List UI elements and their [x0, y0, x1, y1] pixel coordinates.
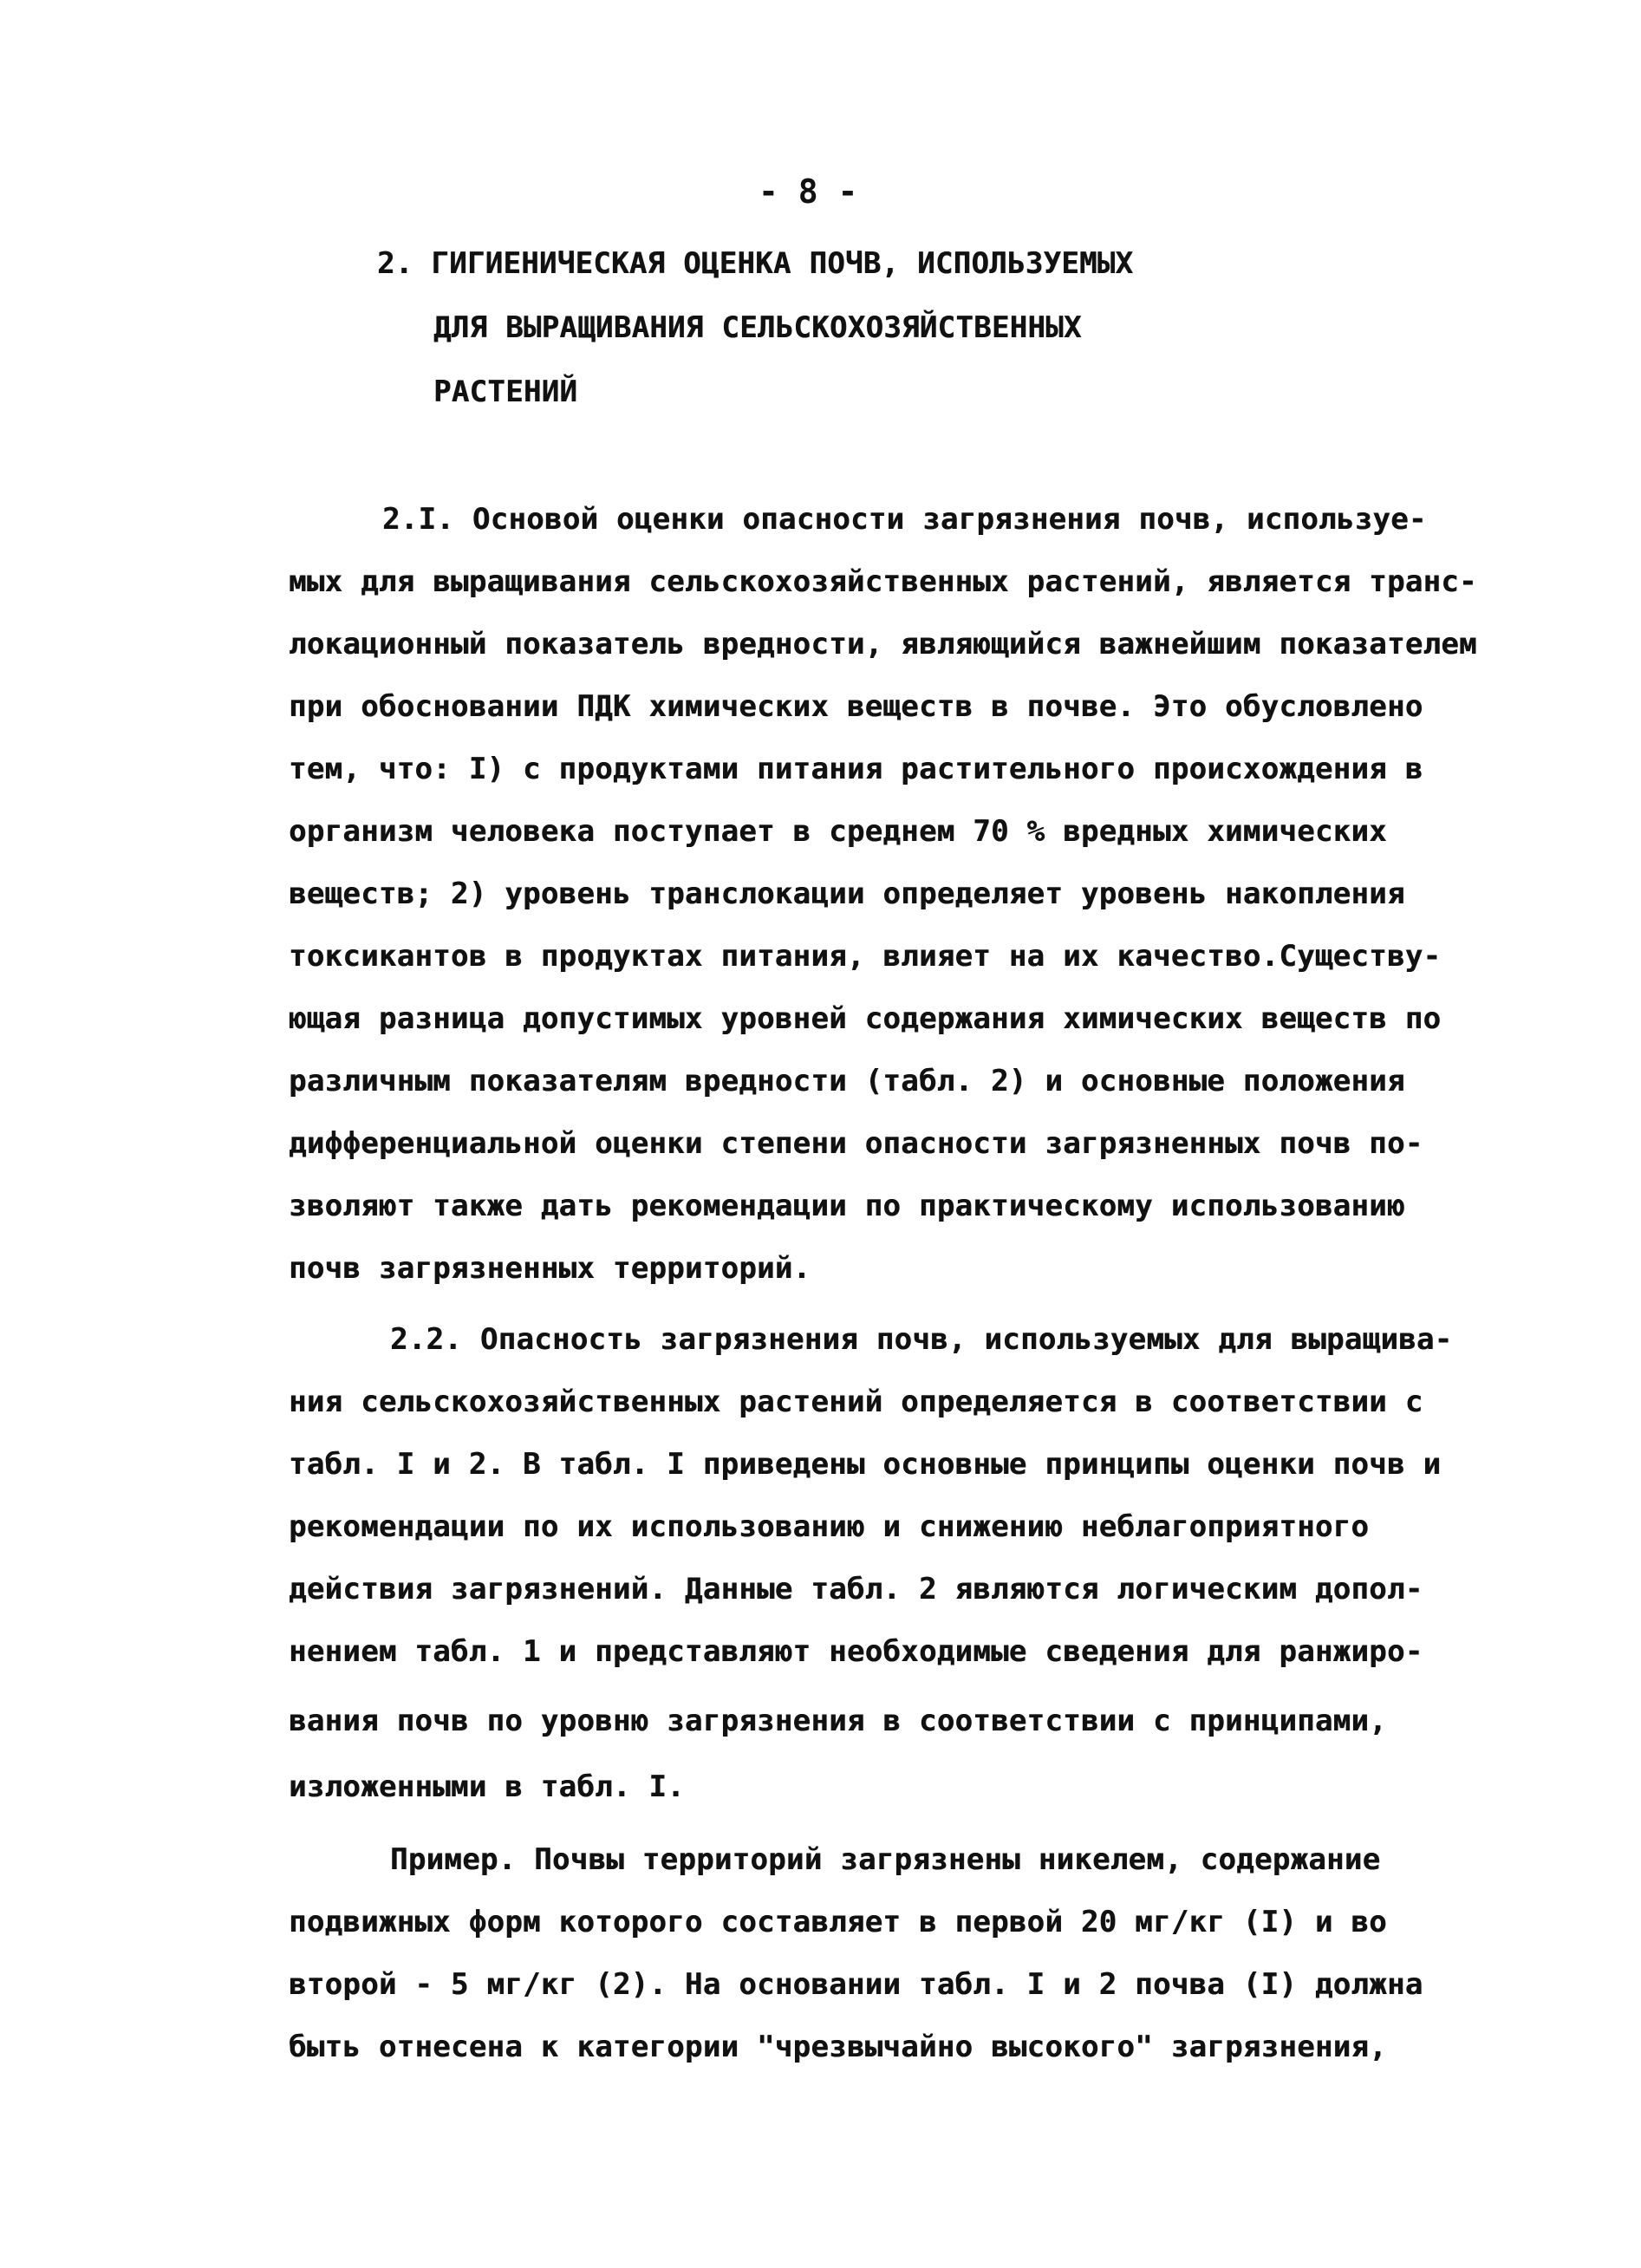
heading-line: РАСТЕНИЙ [433, 375, 578, 409]
text-line: мых для выращивания сельскохозяйственных растений, является транс- [289, 564, 1477, 599]
text-line: различным показателям вредности (табл. 2) и основные положения [289, 1064, 1405, 1098]
text-line: почв загрязненных территорий. [289, 1251, 811, 1286]
text-line: рекомендации по их использованию и снижению неблагоприятного [289, 1509, 1370, 1544]
text-line: нением табл. 1 и представляют необходимые сведения для ранжиро- [289, 1634, 1423, 1669]
text-line: ния сельскохозяйственных растений определяется в соответствии с [289, 1385, 1423, 1419]
text-line: 2.2. Опасность загрязнения почв, используемых для выращива- [390, 1322, 1453, 1357]
text-line: ющая разница допустимых уровней содержания химических веществ по [289, 1001, 1442, 1036]
text-line: дифференциальной оценки степени опасности загрязненных почв по- [289, 1126, 1423, 1161]
heading-line: 2. ГИГИЕНИЧЕСКАЯ ОЦЕНКА ПОЧВ, ИСПОЛЬЗУЕМЫХ [377, 246, 1134, 281]
text-line: Пример. Почвы территорий загрязнены никелем, содержание [390, 1842, 1381, 1877]
text-line: второй - 5 мг/кг (2). На основании табл. I и 2 почва (I) должна [289, 1967, 1423, 2002]
text-line: 2.I. Основой оценки опасности загрязнения почв, используе- [382, 502, 1427, 537]
text-line: при обосновании ПДК химических веществ в почве. Это обусловлено [289, 689, 1423, 724]
heading-line: ДЛЯ ВЫРАЩИВАНИЯ СЕЛЬСКОХОЗЯЙСТВЕННЫХ [433, 310, 1082, 345]
text-line: вания почв по уровню загрязнения в соответствии с принципами, [289, 1704, 1387, 1738]
text-line: изложенными в табл. I. [289, 1769, 685, 1804]
text-line: табл. I и 2. В табл. I приведены основные принципы оценки почв и [289, 1447, 1442, 1482]
page-number: - 8 - [759, 173, 858, 211]
text-line: организм человека поступает в среднем 70 % вредных химических [289, 814, 1387, 849]
text-line: токсикантов в продуктах питания, влияет на их качество.Существу- [289, 939, 1442, 974]
text-line: быть отнесена к категории "чрезвычайно высокого" загрязнения, [289, 2030, 1387, 2064]
text-line: веществ; 2) уровень транслокации определяет уровень накопления [289, 877, 1405, 911]
text-line: подвижных форм которого составляет в первой 20 мг/кг (I) и во [289, 1905, 1387, 1939]
text-line: тем, что: I) с продуктами питания растительного происхождения в [289, 752, 1423, 786]
text-line: действия загрязнений. Данные табл. 2 являются логическим допол- [289, 1572, 1423, 1606]
text-line: локационный показатель вредности, являющийся важнейшим показателем [289, 627, 1477, 662]
text-line: зволяют также дать рекомендации по практическому использованию [289, 1189, 1405, 1223]
